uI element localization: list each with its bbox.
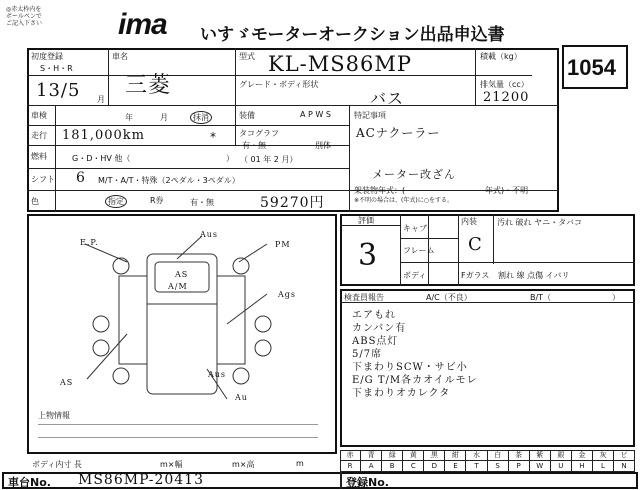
color-scale-label: 銀 [557,451,565,459]
fuel-close: ） [226,154,234,163]
color-scale-label: 黄 [409,451,417,459]
equipment-label: 装備 [239,111,255,120]
tachograph-separate: 別体 [315,141,331,150]
load-info-label: 上物情報 [38,411,70,420]
color-scale-cell [445,450,466,472]
color-scale-label: 赤 [346,451,354,459]
displacement-label: 排気量（cc） [480,80,529,89]
color-scale-letter: U [551,460,571,471]
color-scale-cell [424,450,445,472]
model-label: 型式 [239,52,255,61]
tachograph-label: タコグラフ [239,129,279,138]
shift-label: シフト [31,175,55,184]
color-scale-letter: T [466,460,486,471]
evaluation-value: 3 [358,238,379,273]
era-options: S・H・R [40,64,73,73]
color-scale-cell [530,450,551,472]
r-ticket-label: R券 [150,196,164,205]
tachograph-options: 有・無 [242,141,266,150]
frame-label: フレーム [403,246,435,255]
dimensions-width: m×幅 [160,460,183,469]
displacement-value: 21200 [483,90,530,105]
report-line: 下まわりオカレクタ [352,388,451,399]
equipment-options: A P W S [300,110,331,119]
special-notes-line-2: メーター改ざん [372,168,456,181]
page-title: いすゞモーターオークション出品申込書 [200,25,505,45]
mark-lower-left: AS [60,378,74,387]
ac-label: A/C（不良） [426,293,472,302]
specified-mark: 指定 [105,195,127,208]
month-unit: 月 [97,95,105,104]
color-scale-label: ピ [620,451,628,459]
chassis-value: MS86MP-20413 [78,472,204,488]
color-scale-letter: C [403,460,423,471]
inspection-label: 車検 [31,111,47,120]
color-scale-cells [340,450,635,472]
price-value: 59270円 [260,195,325,211]
registration-label: 登録No. [346,476,389,489]
color-scale-letter: L [593,460,613,471]
color-scale-label: 紺 [451,451,459,459]
interior-options: 汚れ 破れ ヤニ・タバコ [497,218,583,227]
bt-label: B/T（ [530,293,552,302]
mileage-value: 181,000km [62,128,145,143]
special-notes-line-1: ACナクーラー [356,126,441,140]
report-label: 検査員報告 [344,293,384,302]
color-scale-cell [593,450,614,472]
vehicle-name-label: 車名 [112,52,128,61]
color-scale-cell [551,450,572,472]
color-label: 色 [31,197,39,206]
interior-value: C [468,234,483,255]
report-line: 下まわりSCW・サビ小 [352,362,468,373]
cab-label: キャブ [403,224,427,233]
color-scale-letter: R [340,460,360,471]
erased-mark: 抹消 [190,111,212,124]
chassis-label: 車台No. [8,476,51,489]
mark-right: Ags [278,290,297,299]
color-scale-cell [572,450,593,472]
color-scale-label: 茶 [515,451,523,459]
dimensions-label: ボディ内寸 長 [32,460,82,469]
mark-bottom-cab: A/M [168,282,188,291]
mark-right-top: PM [275,240,291,249]
r-ticket-options: 有・無 [190,198,214,207]
logo: ima [118,8,167,41]
color-scale-label: 灰 [599,451,607,459]
color-scale-letter: N [614,460,634,471]
color-scale-cell [361,450,382,472]
instruction-note [6,6,86,27]
note-line-1: ◎赤太枠内を [6,6,42,13]
shift-options: M/T・A/T・特殊（2ペダル・3ペダル） [98,176,240,185]
bt-close: ） [612,293,620,302]
fuel-options: G・D・HV 他（ [72,154,131,163]
color-scale-label: 白 [494,451,502,459]
shift-value: 6 [76,170,86,186]
capacity-label: 積載（kg） [480,52,522,61]
fitted-label: 架装物年式：( [354,186,406,195]
color-scale-label: 青 [367,451,375,459]
color-scale-label: 紫 [536,451,544,459]
color-scale-letter: A [361,460,381,471]
model-value: KL-MS86MP [268,52,412,76]
report-line: 5/7席 [352,349,383,360]
mileage-label: 走行 [31,131,47,140]
lot-number: 1054 [567,55,616,80]
grade-label: グレード・ボディ形状 [239,80,319,89]
first-registration-label: 初度登録 [31,52,63,61]
color-scale-label: 黒 [430,451,438,459]
dimensions-unit: m [296,459,304,468]
report-line: カンバン有 [352,323,407,334]
color-scale-cell [403,450,424,472]
mark-bottom: Au [235,393,248,402]
body-label: ボディ [403,271,427,280]
interior-label: 内装 [461,217,477,226]
color-scale-letter: D [424,460,444,471]
color-scale-cell [488,450,509,472]
note-line-2: ボールペンで [6,13,42,20]
mark-top: Aus [200,230,219,239]
lot-number-box [562,45,628,89]
mark-lower-right: Aus [208,370,227,379]
mileage-note: * [210,130,216,144]
color-scale-cell [466,450,487,472]
color-scale-cell [382,450,403,472]
inspection-year-unit: 年 [125,113,133,122]
note-line-3: ご記入下さい [6,20,43,27]
glass-options: 割れ 線 点傷 イバリ [498,271,570,280]
color-scale-letter: E [445,460,465,471]
dimensions-height: m×高 [232,460,255,469]
mark-cab: AS [175,270,189,279]
color-scale-letter: S [488,460,508,471]
color-scale-cell [614,450,635,472]
mark-top-left: E.P. [80,238,99,247]
tachograph-date: （ 01 年 2 月） [240,155,298,164]
first-registration-value: 13/5 [36,80,81,101]
fitted-caption: ※不明の場合は、(年式)に○をする。 [354,197,453,204]
color-scale-letter: P [509,460,529,471]
fitted-year-label: 年式)・不明 [485,186,529,195]
color-scale-cell [509,450,530,472]
color-scale-letter: B [382,460,402,471]
color-scale-label: 水 [473,451,480,459]
inspection-month-unit: 月 [160,113,168,122]
color-scale-letter: H [572,460,592,471]
vehicle-name-value: 三菱 [125,73,172,98]
color-scale-label: 金 [578,451,586,459]
color-scale-letter: W [530,460,550,471]
glass-label: Fガラス [461,271,490,280]
report-line: E/G T/M各カオイルモレ [352,375,478,386]
grade-value: バス [370,89,405,108]
evaluation-label: 評価 [358,216,374,225]
fuel-label: 燃料 [31,152,47,161]
color-scale-label: 緑 [388,451,396,459]
report-line: ABS点灯 [352,336,399,347]
color-scale-cell [340,450,361,472]
special-notes-label: 特記事項 [354,111,386,120]
report-lines [352,306,622,397]
report-line: エアもれ [352,310,396,321]
